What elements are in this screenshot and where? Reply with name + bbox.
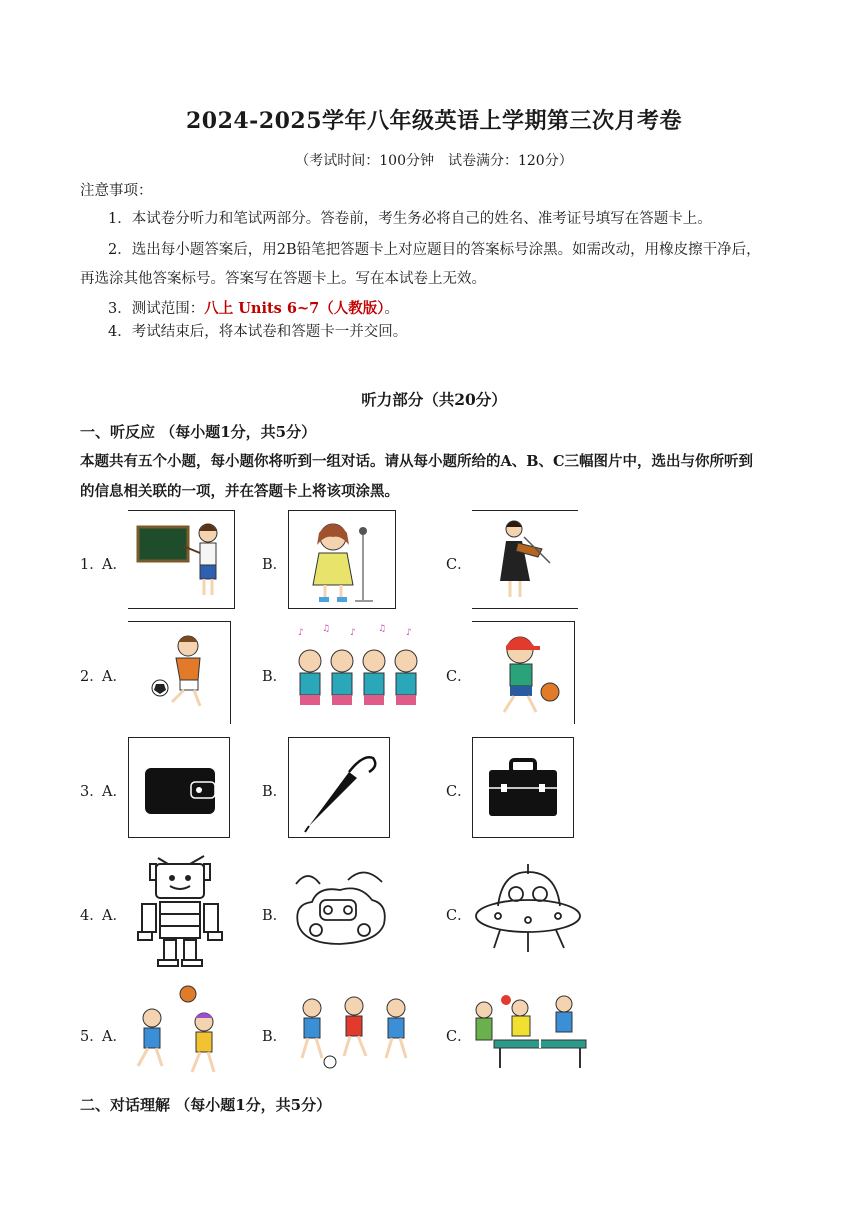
basketball-boy-picture[interactable]	[472, 621, 575, 724]
notice-item-2-line-2: 再选涂其他答案标号。答案写在答题卡上。写在本试卷上无效。	[80, 271, 486, 287]
part1-heading: 一、听反应 （每小题1分，共5分）	[80, 423, 317, 441]
question-3-option-c-label: C．	[446, 784, 472, 800]
question-4-number: 4．	[80, 908, 104, 924]
svg-text:♪: ♪	[406, 628, 412, 638]
table-tennis-picture[interactable]	[472, 990, 592, 1072]
listening-section-header: 听力部分（共20分）	[361, 390, 507, 409]
question-2-option-b-label: B．	[262, 669, 288, 685]
svg-text:♪: ♪	[298, 628, 304, 638]
question-4-option-a-label: A．	[102, 908, 127, 924]
singer-picture[interactable]	[288, 510, 396, 609]
violinist-picture[interactable]	[472, 510, 578, 609]
kids-basketball-picture[interactable]	[126, 982, 226, 1082]
choir-picture[interactable]	[288, 621, 430, 723]
question-4-option-b-label: B．	[262, 908, 288, 924]
svg-text:♫: ♫	[378, 624, 387, 634]
notice-item-4: 4．考试结束后，将本试卷和答题卡一并交回。	[108, 324, 408, 340]
notice-item-3	[108, 299, 399, 319]
exam-title: 2024-2025学年八年级英语上学期第三次月考卷	[185, 108, 683, 134]
question-3-number: 3．	[80, 784, 104, 800]
question-4-option-c-label: C．	[446, 908, 472, 924]
question-1-option-c-label: C．	[446, 557, 472, 573]
wallet-icon[interactable]	[128, 737, 230, 838]
soccer-boy-picture[interactable]	[128, 621, 231, 724]
question-3-option-a-label: A．	[102, 784, 127, 800]
question-5-option-b-label: B．	[262, 1029, 288, 1045]
question-5-number: 5．	[80, 1029, 104, 1045]
teacher-picture[interactable]	[128, 510, 235, 609]
notice-item-2-line-1: 2．选出每小题答案后，用2B铅笔把答题卡上对应题目的答案标号涂黑。如需改动，用橡皮擦干净后，	[108, 242, 761, 258]
notice-heading: 注意事项：	[80, 183, 153, 199]
briefcase-icon[interactable]	[472, 737, 574, 838]
part1-instruction-line-2: 的信息相关联的一项，并在答题卡上将该项涂黑。	[80, 483, 399, 500]
notice-item-3-suffix: 。	[384, 301, 399, 317]
question-5-option-c-label: C．	[446, 1029, 472, 1045]
svg-text:♪: ♪	[350, 628, 356, 638]
part2-heading: 二、对话理解 （每小题1分，共5分）	[80, 1096, 332, 1114]
question-3-option-b-label: B．	[262, 784, 288, 800]
part1-instruction-line-1: 本题共有五个小题，每小题你将听到一组对话。请从每小题所给的A、B、C三幅图片中，选出与你所听到	[80, 453, 754, 470]
exam-subtitle: （考试时间：100分钟 试卷满分：120分）	[295, 153, 573, 169]
question-2-number: 2．	[80, 669, 104, 685]
question-1-option-b-label: B．	[262, 557, 288, 573]
robot-picture[interactable]	[128, 852, 232, 968]
kids-soccer-picture[interactable]	[290, 992, 420, 1072]
test-range: 八上 Units 6~7（人教版）	[204, 300, 385, 317]
question-1-number: 1．	[80, 557, 104, 573]
notice-item-3-prefix: 3．测试范围：	[108, 301, 205, 317]
flying-car-picture[interactable]	[288, 864, 392, 958]
question-2-option-c-label: C．	[446, 669, 472, 685]
ufo-picture[interactable]	[472, 860, 586, 958]
svg-text:♫: ♫	[322, 624, 331, 634]
question-5-option-a-label: A．	[102, 1029, 127, 1045]
question-2-option-a-label: A．	[102, 669, 127, 685]
umbrella-icon[interactable]	[288, 737, 390, 838]
notice-item-1: 1．本试卷分听力和笔试两部分。答卷前，考生务必将自己的姓名、准考证号填写在答题卡上。	[108, 211, 712, 227]
question-1-option-a-label: A．	[102, 557, 127, 573]
